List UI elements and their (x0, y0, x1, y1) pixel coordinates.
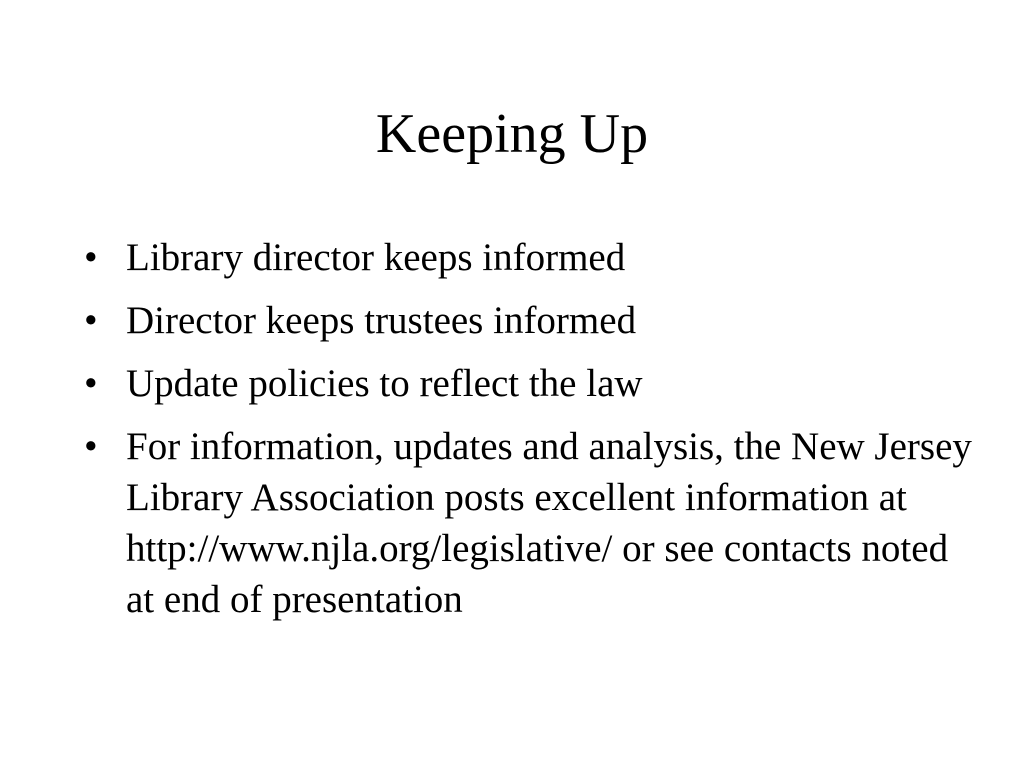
bullet-text: For information, updates and analysis, the New Jersey Library Association posts excellent information at http://www.njla.org/legislative/ or see contacts noted at end of presentation (126, 425, 972, 621)
slide-title: Keeping Up (375, 103, 649, 165)
list-item (84, 232, 984, 283)
bullet-icon: • (84, 299, 98, 342)
bullet-text: Director keeps trustees informed (126, 299, 637, 342)
list-item (84, 421, 984, 625)
bullet-icon: • (84, 362, 98, 405)
bullet-icon: • (84, 236, 98, 279)
list-item (84, 295, 984, 346)
list-item (84, 358, 984, 409)
bullet-icon: • (84, 425, 98, 468)
bullet-text: Library director keeps informed (126, 236, 626, 279)
bullet-text: Update policies to reflect the law (126, 362, 643, 405)
bullet-list (84, 232, 984, 637)
